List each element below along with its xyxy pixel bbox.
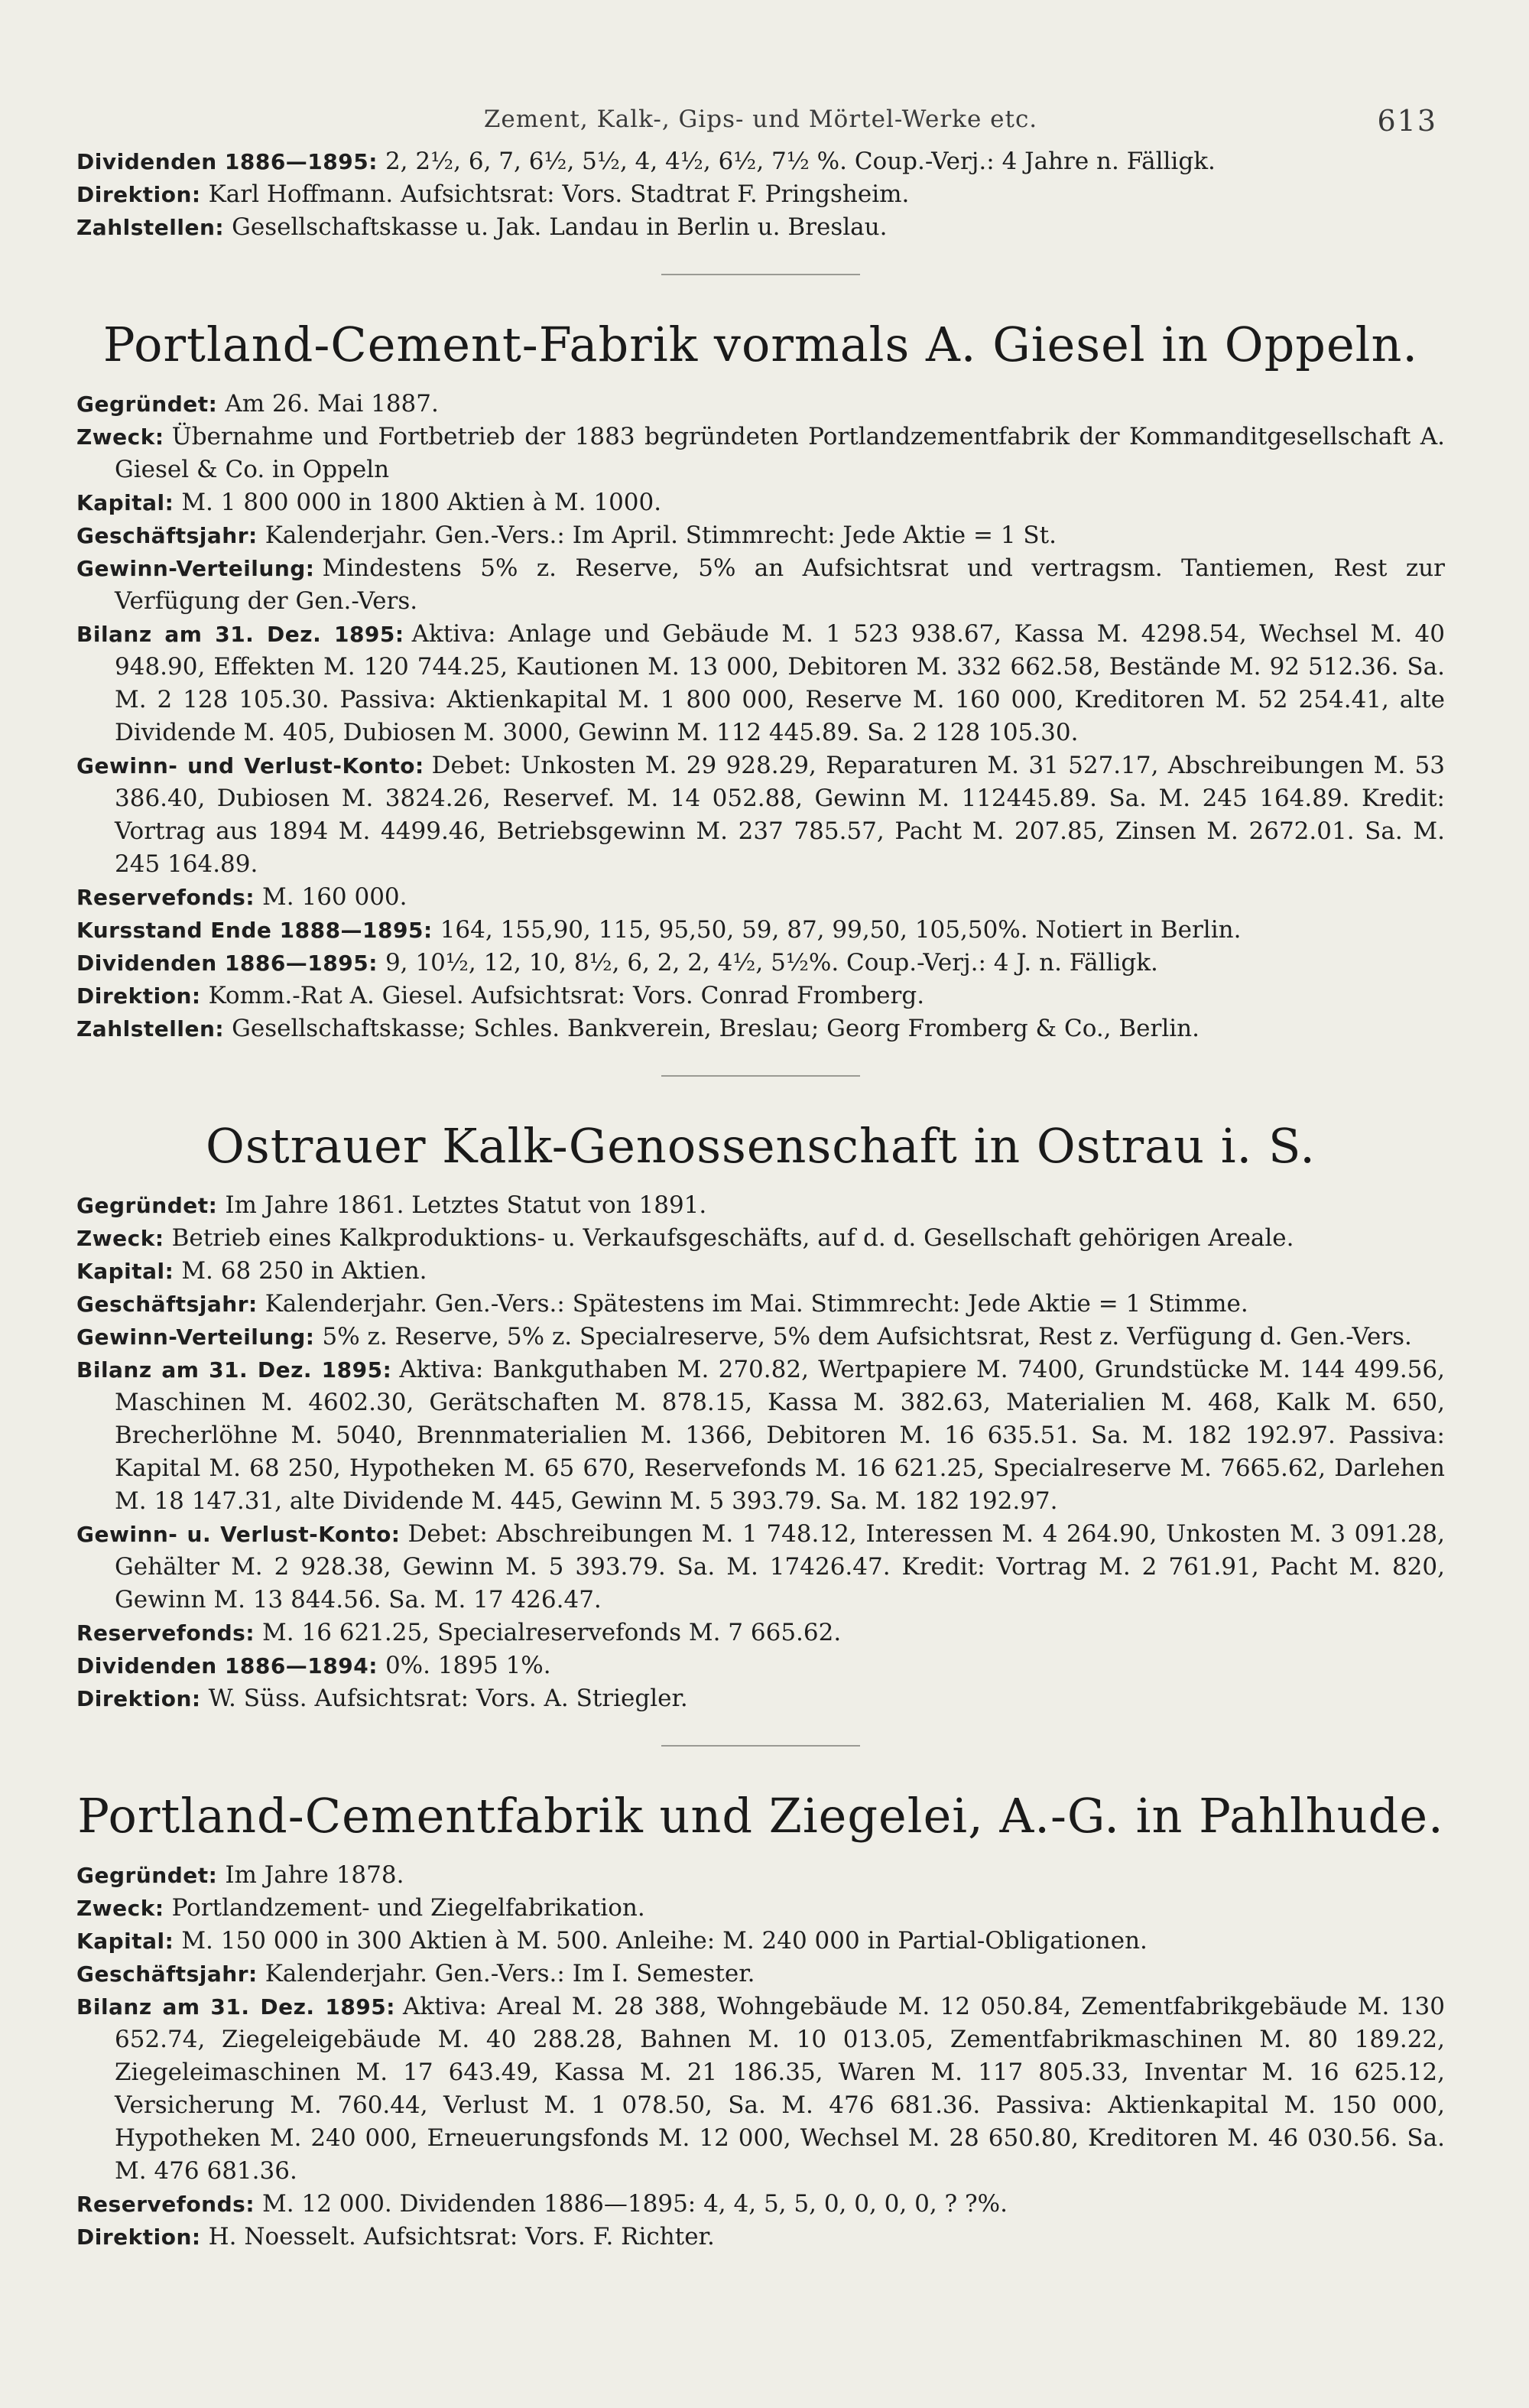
- entry-field: [76, 749, 1445, 881]
- field-text: Komm.-Rat A. Giesel. Aufsichtsrat: Vors. Conrad Fromberg.: [208, 982, 925, 1009]
- field-list: [76, 145, 1445, 244]
- field-text: Im Jahre 1861. Letztes Statut von 1891.: [225, 1191, 707, 1219]
- field-label: Kapital:: [76, 490, 174, 515]
- field-label: Zahlstellen:: [76, 215, 225, 240]
- field-label: Zweck:: [76, 1226, 164, 1251]
- field-text: Aktiva: Bankguthaben M. 270.82, Wertpapiere M. 7400, Grundstücke M. 144 499.56, Maschinen M. 4602.30, Gerätschaften M. 878.15, Kassa M. 382.63, Materialien M. 468, Kalk M. 650, Brecherlöhne M. 5040, Brennmaterialien M. 1366, Debitoren M. 16 635.51. Sa. M. 182 192.97. Passiva: Kapital M. 68 250, Hypotheken M. 65 670, Reservefonds M. 16 621.25, Specialreserve M. 7665.62, Darlehen M. 18 147.31, alte Dividende M. 445, Gewinn M. 5 393.79. Sa. M. 182 192.97.: [115, 1356, 1445, 1515]
- entry-field: [76, 2221, 1445, 2254]
- entry-field: [76, 947, 1445, 980]
- entry-field: [76, 618, 1445, 749]
- field-text: 164, 155,90, 115, 95,50, 59, 87, 99,50, 105,50%. Notiert in Berlin.: [440, 916, 1242, 944]
- field-text: Am 26. Mai 1887.: [225, 390, 439, 418]
- separator-rule: [661, 1745, 860, 1747]
- field-label: Direktion:: [76, 2224, 201, 2250]
- field-text: Portlandzement- und Ziegelfabrikation.: [171, 1894, 645, 1922]
- field-label: Kursstand Ende 1888—1895:: [76, 918, 433, 943]
- field-label: Gegründet:: [76, 1193, 218, 1218]
- field-list: [76, 1859, 1445, 2254]
- field-label: Geschäftsjahr:: [76, 1961, 258, 1987]
- entry-field: [76, 552, 1445, 618]
- entry-field: [76, 1925, 1445, 1958]
- field-list: [76, 1189, 1445, 1715]
- entry-field: [76, 1958, 1445, 1990]
- field-label: Zweck:: [76, 424, 164, 450]
- field-text: M. 16 621.25, Specialreservefonds M. 7 665.62.: [262, 1619, 842, 1646]
- field-text: 0%. 1895 1%.: [385, 1652, 551, 1679]
- field-label: Gewinn- u. Verlust-Konto:: [76, 1522, 401, 1547]
- document-content: [76, 145, 1445, 2254]
- field-text: Kalenderjahr. Gen.-Vers.: Im April. Stimmrecht: Jede Aktie = 1 St.: [265, 522, 1057, 549]
- entry-field: [76, 1990, 1445, 2188]
- section-separator: [76, 1045, 1445, 1107]
- field-text: Gesellschaftskasse u. Jak. Landau in Berlin u. Breslau.: [232, 213, 888, 241]
- field-text: H. Noesselt. Aufsichtsrat: Vors. F. Richter.: [208, 2223, 715, 2250]
- field-label: Kapital:: [76, 1929, 174, 1954]
- field-text: Im Jahre 1878.: [225, 1861, 404, 1889]
- entry-field: [76, 486, 1445, 519]
- field-text: Gesellschaftskasse; Schles. Bankverein, Breslau; Georg Fromberg & Co., Berlin.: [232, 1015, 1200, 1042]
- field-label: Dividenden 1886—1895:: [76, 149, 378, 174]
- field-text: Aktiva: Anlage und Gebäude M. 1 523 938.67, Kassa M. 4298.54, Wechsel M. 40 948.90, Effekten M. 120 744.25, Kautionen M. 13 000, Debitoren M. 332 662.58, Bestände M. 92 512.36. Sa. M. 2 128 105.30. Passiva: Aktienkapital M. 1 800 000, Reserve M. 160 000, Kreditoren M. 52 254.41, alte Dividende M. 405, Dubiosen M. 3000, Gewinn M. 112 445.89. Sa. 2 128 105.30.: [115, 620, 1445, 746]
- page-number: 613: [1377, 104, 1437, 138]
- field-text: M. 1 800 000 in 1800 Aktien à M. 1000.: [181, 489, 662, 516]
- entry-field: [76, 211, 1445, 244]
- company-title: Ostrauer Kalk-Genossenschaft in Ostrau i. S.: [206, 1118, 1316, 1174]
- field-label: Direktion:: [76, 182, 201, 207]
- company-entry: [76, 313, 1445, 1045]
- entry-field: [76, 1649, 1445, 1682]
- field-label: Dividenden 1886—1895:: [76, 951, 378, 976]
- entry-field: [76, 914, 1445, 947]
- field-list: [76, 388, 1445, 1045]
- entry-field: [76, 1682, 1445, 1715]
- entry-field: [76, 519, 1445, 552]
- company-title: Portland-Cement-Fabrik vormals A. Giesel in Oppeln.: [102, 317, 1419, 372]
- field-label: Bilanz am 31. Dez. 1895:: [76, 1357, 392, 1383]
- entry-field: [76, 1518, 1445, 1617]
- separator-rule: [661, 274, 860, 275]
- entry-field: [76, 1353, 1445, 1518]
- field-text: 9, 10½, 12, 10, 8½, 6, 2, 2, 4½, 5½%. Coup.-Verj.: 4 J. n. Fälligk.: [385, 949, 1158, 977]
- field-text: Karl Hoffmann. Aufsichtsrat: Vors. Stadtrat F. Pringsheim.: [208, 180, 910, 208]
- field-text: 5% z. Reserve, 5% z. Specialreserve, 5% dem Aufsichtsrat, Rest z. Verfügung d. Gen.-Vers.: [322, 1323, 1412, 1350]
- entry-field: [76, 1321, 1445, 1353]
- field-text: Kalenderjahr. Gen.-Vers.: Im I. Semester.: [265, 1960, 755, 1987]
- field-label: Gewinn-Verteilung:: [76, 1324, 315, 1350]
- entry-field: [76, 421, 1445, 486]
- field-label: Zahlstellen:: [76, 1016, 225, 1042]
- field-label: Direktion:: [76, 983, 201, 1009]
- field-text: M. 160 000.: [262, 883, 407, 911]
- section-separator: [76, 244, 1445, 305]
- separator-rule: [661, 1075, 860, 1077]
- field-label: Geschäftsjahr:: [76, 523, 258, 548]
- entry-field: [76, 388, 1445, 421]
- company-entry: [76, 1114, 1445, 1715]
- field-text: Übernahme und Fortbetrieb der 1883 begründeten Portlandzementfabrik der Kommanditgesellschaft A. Giesel & Co. in Oppeln: [115, 423, 1445, 483]
- field-label: Reservefonds:: [76, 885, 255, 910]
- running-header: [76, 99, 1445, 145]
- field-label: Reservefonds:: [76, 1620, 255, 1646]
- field-text: Mindestens 5% z. Reserve, 5% an Aufsichtsrat und vertragsm. Tantiemen, Rest zur Verfügung der Gen.-Vers.: [115, 554, 1445, 615]
- field-label: Gewinn-Verteilung:: [76, 556, 315, 581]
- field-text: M. 12 000. Dividenden 1886—1895: 4, 4, 5, 5, 0, 0, 0, 0, ? ?%.: [262, 2190, 1008, 2218]
- field-label: Bilanz am 31. Dez. 1895:: [76, 622, 404, 647]
- field-label: Direktion:: [76, 1686, 201, 1711]
- entry-field: [76, 2188, 1445, 2221]
- field-label: Gewinn- und Verlust-Konto:: [76, 753, 424, 778]
- field-text: M. 150 000 in 300 Aktien à M. 500. Anleihe: M. 240 000 in Partial-Obligationen.: [181, 1927, 1148, 1955]
- field-text: Betrieb eines Kalkproduktions- u. Verkaufsgeschäfts, auf d. d. Gesellschaft gehörigen Areale.: [171, 1224, 1294, 1252]
- field-label: Bilanz am 31. Dez. 1895:: [76, 1994, 395, 2020]
- field-label: Gegründet:: [76, 1863, 218, 1888]
- field-label: Kapital:: [76, 1259, 174, 1284]
- field-text: 2, 2½, 6, 7, 6½, 5½, 4, 4½, 6½, 7½ %. Coup.-Verj.: 4 Jahre n. Fälligk.: [385, 148, 1216, 175]
- entry-field: [76, 1617, 1445, 1649]
- entry-field: [76, 178, 1445, 211]
- entry-field: [76, 1892, 1445, 1925]
- entry-field: [76, 1288, 1445, 1321]
- field-text: Kalenderjahr. Gen.-Vers.: Spätestens im Mai. Stimmrecht: Jede Aktie = 1 Stimme.: [265, 1290, 1248, 1318]
- field-label: Gegründet:: [76, 392, 218, 417]
- section-separator: [76, 1715, 1445, 1776]
- entry-field: [76, 881, 1445, 914]
- field-label: Reservefonds:: [76, 2192, 255, 2217]
- header-title: Zement, Kalk-, Gips- und Mörtel-Werke etc.: [483, 106, 1038, 133]
- field-text: M. 68 250 in Aktien.: [181, 1257, 427, 1285]
- field-text: Aktiva: Areal M. 28 388, Wohngebäude M. 12 050.84, Zementfabrikgebäude M. 130 652.74, Ziegeleigebäude M. 40 288.28, Bahnen M. 10 013.05, Zementfabrikmaschinen M. 80 189.22, Ziegeleimaschinen M. 17 643.49, Kassa M. 21 186.35, Waren M. 117 805.33, Inventar M. 16 625.12, Versicherung M. 760.44, Verlust M. 1 078.50, Sa. M. 476 681.36. Passiva: Aktienkapital M. 150 000, Hypotheken M. 240 000, Erneuerungsfonds M. 12 000, Wechsel M. 28 650.80, Kreditoren M. 46 030.56. Sa. M. 476 681.36.: [115, 1993, 1445, 2185]
- field-label: Dividenden 1886—1894:: [76, 1653, 378, 1678]
- company-entry: [76, 1784, 1445, 2254]
- entry-field: [76, 1222, 1445, 1255]
- company-title: Portland-Cementfabrik und Ziegelei, A.-G. in Pahlhude.: [77, 1788, 1444, 1844]
- field-label: Zweck:: [76, 1896, 164, 1921]
- entry-field: [76, 1255, 1445, 1288]
- entry-field: [76, 1012, 1445, 1045]
- field-label: Geschäftsjahr:: [76, 1292, 258, 1317]
- field-text: Debet: Abschreibungen M. 1 748.12, Interessen M. 4 264.90, Unkosten M. 3 091.28, Gehälter M. 2 928.38, Gewinn M. 5 393.79. Sa. M. 17426.47. Kredit: Vortrag M. 2 761.91, Pacht M. 820, Gewinn M. 13 844.56. Sa. M. 17 426.47.: [115, 1520, 1445, 1613]
- entry-field: [76, 1859, 1445, 1892]
- entry-field: [76, 1189, 1445, 1222]
- field-text: Debet: Unkosten M. 29 928.29, Reparaturen M. 31 527.17, Abschreibungen M. 53 386.40, Dubiosen M. 3824.26, Reservef. M. 14 052.88, Gewinn M. 112445.89. Sa. M. 245 164.89. Kredit: Vortrag aus 1894 M. 4499.46, Betriebsgewinn M. 237 785.57, Pacht M. 207.85, Zinsen M. 2672.01. Sa. M. 245 164.89.: [115, 752, 1445, 878]
- field-text: W. Süss. Aufsichtsrat: Vors. A. Striegler.: [208, 1685, 688, 1712]
- entry-field: [76, 980, 1445, 1012]
- company-entry: [76, 145, 1445, 244]
- entry-field: [76, 145, 1445, 178]
